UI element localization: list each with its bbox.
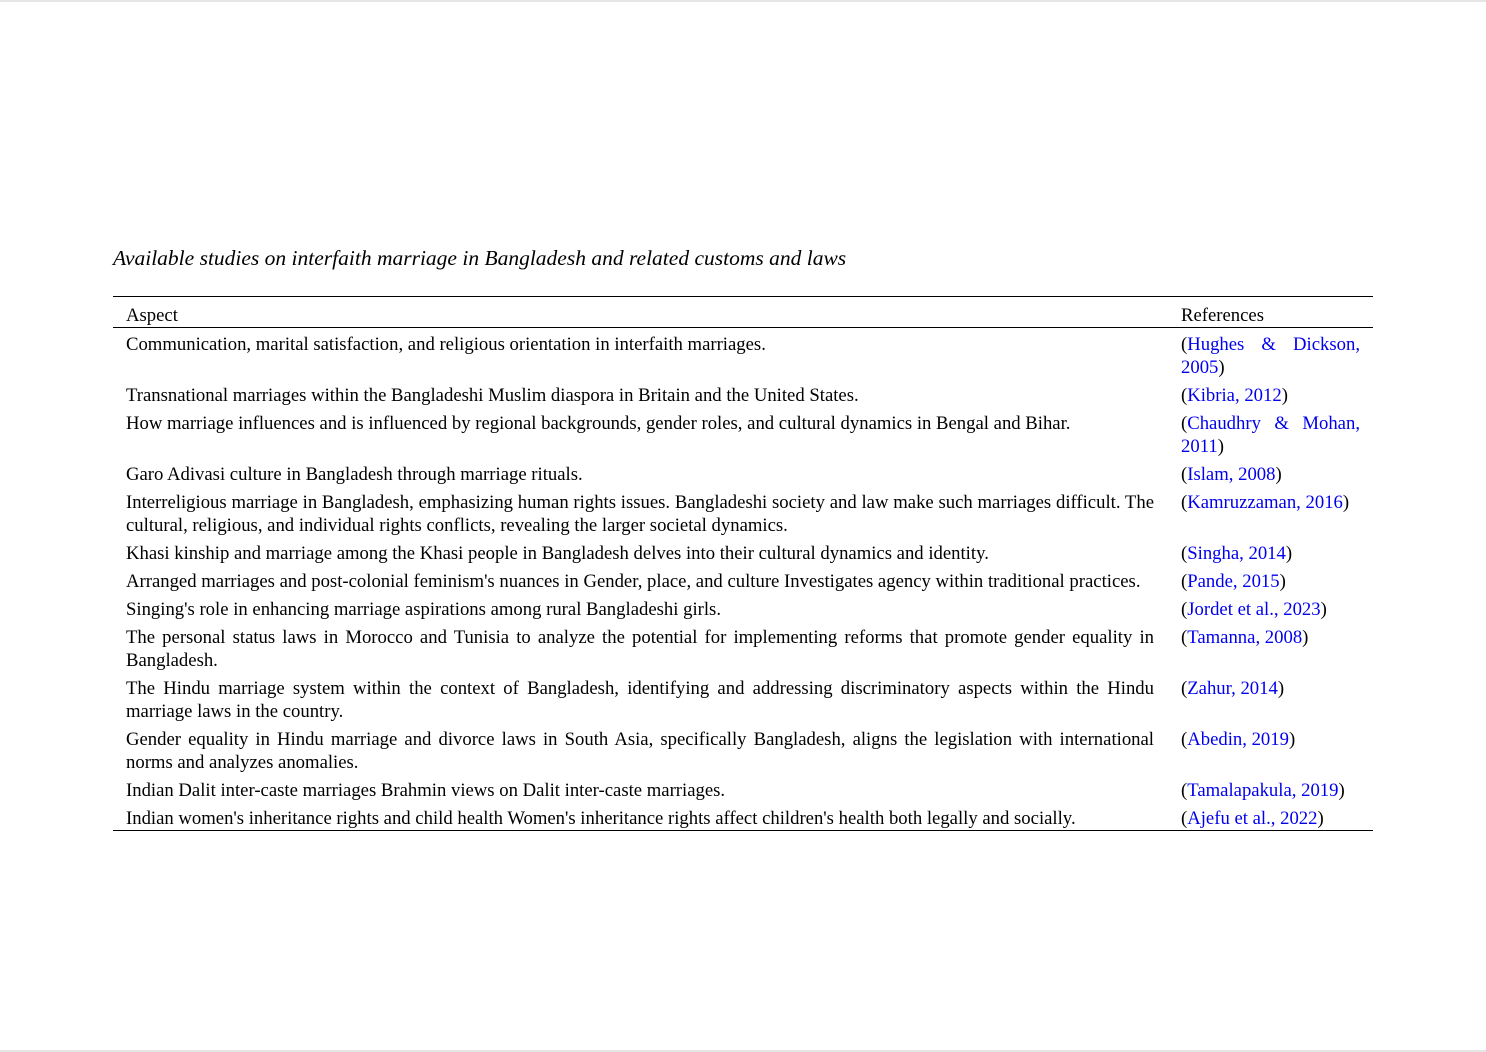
reference-cell: [1181, 565, 1373, 593]
close-paren: ): [1279, 571, 1286, 592]
citation-link[interactable]: Hughes & Dickson, 2005: [1181, 334, 1360, 378]
citation-link[interactable]: Tamanna, 2008: [1187, 627, 1303, 648]
aspect-cell: Indian women's inheritance rights and child health Women's inheritance rights affect children's health both legally and socially.: [113, 802, 1181, 831]
table-caption: Available studies on interfaith marriage in Bangladesh and related customs and laws: [113, 246, 847, 270]
studies-table: [113, 296, 1373, 831]
table-row: [113, 672, 1373, 723]
citation-link[interactable]: Islam, 2008: [1187, 464, 1276, 485]
reference-cell: [1181, 486, 1373, 537]
open-paren: (: [1181, 413, 1188, 434]
open-paren: (: [1181, 627, 1188, 648]
table-row: [113, 379, 1373, 407]
open-paren: (: [1181, 334, 1188, 355]
citation-link[interactable]: Kamruzzaman, 2016: [1187, 492, 1343, 513]
table-row: [113, 774, 1373, 802]
table-row: [113, 621, 1373, 672]
open-paren: (: [1181, 599, 1188, 620]
header-references: References: [1181, 297, 1373, 328]
table-row: [113, 593, 1373, 621]
close-paren: ): [1277, 678, 1285, 699]
aspect-cell: The personal status laws in Morocco and Tunisia to analyze the potential for implementing reforms that promote gender equality in Bangladesh.: [126, 627, 1154, 671]
open-paren: (: [1181, 571, 1188, 592]
open-paren: (: [1181, 808, 1188, 829]
close-paren: ): [1218, 357, 1225, 378]
open-paren: (: [1181, 729, 1188, 750]
table-row: [113, 565, 1373, 593]
page-top-border: [0, 0, 1486, 2]
citation-link[interactable]: Tamalapakula, 2019: [1187, 780, 1339, 801]
reference-cell: [1181, 407, 1373, 458]
citation-link[interactable]: Jordet et al., 2023: [1187, 599, 1321, 620]
aspect-cell: Khasi kinship and marriage among the Khasi people in Bangladesh delves into their cultural dynamics and identity.: [126, 543, 989, 564]
reference-cell: [1181, 458, 1373, 486]
close-paren: ): [1320, 599, 1327, 620]
close-paren: ): [1302, 627, 1309, 648]
table-row: [113, 486, 1373, 537]
aspect-cell: Singing's role in enhancing marriage aspirations among rural Bangladeshi girls.: [126, 599, 721, 620]
citation-link[interactable]: Kibria, 2012: [1187, 385, 1282, 406]
close-paren: ): [1288, 729, 1296, 750]
reference-cell: [1181, 328, 1373, 380]
open-paren: (: [1181, 678, 1188, 699]
table-row: [113, 407, 1373, 458]
citation-link[interactable]: Singha, 2014: [1187, 543, 1286, 564]
aspect-cell: How marriage influences and is influenced by regional backgrounds, gender roles, and cultural dynamics in Bengal and Bihar.: [126, 413, 1071, 434]
aspect-cell: Indian Dalit inter-caste marriages Brahmin views on Dalit inter-caste marriages.: [126, 780, 726, 801]
citation-link[interactable]: Zahur, 2014: [1187, 678, 1278, 699]
open-paren: (: [1181, 464, 1188, 485]
open-paren: (: [1181, 543, 1188, 564]
aspect-cell: The Hindu marriage system within the context of Bangladesh, identifying and addressing discriminatory aspects within the Hindu marriage laws in the country.: [126, 678, 1154, 722]
reference-cell: [1181, 774, 1373, 802]
reference-cell: [1181, 379, 1373, 407]
close-paren: ): [1285, 543, 1293, 564]
reference-cell: [1181, 593, 1373, 621]
reference-cell: [1181, 537, 1373, 565]
close-paren: ): [1338, 780, 1345, 801]
table-header-row: [113, 297, 1373, 328]
table-row: [113, 802, 1373, 831]
table-row: [113, 723, 1373, 774]
close-paren: ): [1317, 808, 1324, 829]
aspect-cell: Interreligious marriage in Bangladesh, emphasizing human rights issues. Bangladeshi society and law make such marriages difficult. The cultural, religious, and individual rights conflicts, revealing the larger societal dynamics.: [126, 492, 1154, 536]
open-paren: (: [1181, 492, 1188, 513]
citation-link[interactable]: Abedin, 2019: [1187, 729, 1289, 750]
close-paren: ): [1342, 492, 1350, 513]
reference-cell: [1181, 723, 1373, 774]
close-paren: ): [1281, 385, 1288, 406]
table-row: [113, 537, 1373, 565]
table-row: [113, 458, 1373, 486]
aspect-cell: Arranged marriages and post-colonial feminism's nuances in Gender, place, and culture Investigates agency within traditional practices.: [126, 571, 1141, 592]
aspect-cell: Gender equality in Hindu marriage and divorce laws in South Asia, specifically Bangladesh, aligns the legislation with international norms and analyzes anomalies.: [126, 729, 1154, 773]
citation-link[interactable]: Pande, 2015: [1187, 571, 1280, 592]
reference-cell: [1181, 802, 1373, 831]
header-aspect: Aspect: [113, 297, 1181, 328]
citation-link[interactable]: Chaudhry & Mohan, 2011: [1181, 413, 1360, 457]
citation-link[interactable]: Ajefu et al., 2022: [1187, 808, 1318, 829]
open-paren: (: [1181, 385, 1188, 406]
aspect-cell: Transnational marriages within the Bangladeshi Muslim diaspora in Britain and the United States.: [126, 385, 859, 406]
aspect-cell: Communication, marital satisfaction, and religious orientation in interfaith marriages.: [126, 334, 766, 355]
close-paren: ): [1275, 464, 1282, 485]
reference-cell: [1181, 621, 1373, 672]
table-row: [113, 328, 1373, 380]
aspect-cell: Garo Adivasi culture in Bangladesh through marriage rituals.: [126, 464, 583, 485]
open-paren: (: [1181, 780, 1188, 801]
reference-cell: [1181, 672, 1373, 723]
close-paren: ): [1217, 436, 1224, 457]
